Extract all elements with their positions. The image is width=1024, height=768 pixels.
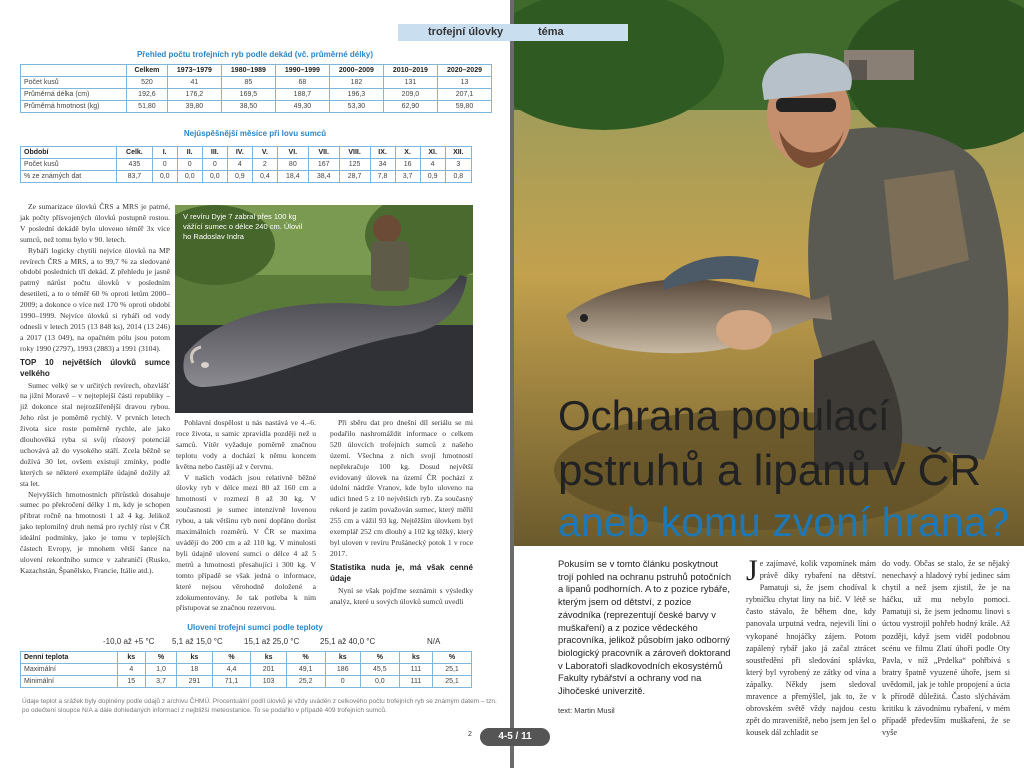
table-cell: 169,5 [221,89,275,101]
table-row [21,664,472,676]
table-cell: Průměrná délka (cm) [21,89,127,101]
table-cell: 25,1 [433,664,472,676]
table-cell: 0 [177,159,202,171]
table-cell: Maximální [21,664,118,676]
table-cell: 85 [221,77,275,89]
table-header-row [21,147,472,159]
table-cell: 103 [251,676,286,688]
table-cell: 1973–1979 [167,65,221,77]
temp-range-2: 5,1 až 15,0 °C [172,637,223,646]
article-column-1 [20,202,170,577]
table-cell: 0,0 [177,171,202,183]
table-cell: ks [399,652,432,664]
table-row [21,676,472,688]
article-body-column-2 [882,558,1010,739]
table-cell: 192,6 [126,89,167,101]
table-cell: 71,1 [212,676,251,688]
table-cell: 0 [325,676,360,688]
table-cell: III. [202,147,227,159]
table-cell: ks [117,652,145,664]
table-cell: 0,9 [227,171,252,183]
table-cell: 0,0 [152,171,177,183]
table-cell: X. [395,147,420,159]
drop-cap: J [746,554,758,587]
table-cell: 25,2 [286,676,325,688]
table-cell: 3 [445,159,471,171]
table-cell: 38,50 [221,101,275,113]
table-cell: 0 [152,159,177,171]
table-cell: 13 [437,77,491,89]
table-cell: 18 [177,664,212,676]
table-cell: Počet kusů [21,77,127,89]
table-cell: 53,30 [329,101,383,113]
temperature-table [20,651,472,688]
decades-table [20,64,492,113]
top10-heading: TOP 10 největších úlovků sumce velkého [20,357,170,378]
temp-table-title: Ulovení trofejní sumci podle teploty [187,623,323,632]
table-cell: 41 [167,77,221,89]
months-table [20,146,472,183]
table-cell: 4 [117,664,145,676]
right-page [514,0,1024,768]
headline-line-3: aneb komu zvoní hrana? [558,499,1010,545]
paragraph: Nyní se však pojďme seznámit s výsledky analýz, které u sových úlovků sumců uvedli [330,585,473,606]
paragraph: Ze sumarizace úlovků ČRS a MRS je patrné, jak počty přísvojených úlovků postupně rostou. V poslední dekádě bylo ulovено téměř 3x více sumců, než tomu bylo v 90. letech. [20,202,170,244]
section-label: trofejní úlovky [428,26,504,38]
table-cell: IV. [227,147,252,159]
table-cell: 4 [420,159,445,171]
table-cell: 18,4 [277,171,308,183]
table-cell: 0,8 [445,171,471,183]
table-cell: 111 [399,664,432,676]
table-cell: 2000–2009 [329,65,383,77]
table-cell: 111 [399,676,432,688]
table-row [21,171,472,183]
table-cell: 176,2 [167,89,221,101]
left-page [0,0,510,768]
paragraph: V našich vodách jsou relativně běžné úlovky ryb v délce mezi 80 až 160 cm a hmotností v rozmezí 8 až 30 kg. V současnosti je sumec intenzivně lovenou rybou, a tak většinu ryb není dopřáno dorůst maximálních rozměrů. V ČR se maxima uvádějí do 200 cm a až 110 kg. V minulosti byli údajně ulovení sumci o délce 4 až 5 metrů a hmotnosti přesahující i 300 kg. V tomto případě se však jedná o informace, které nejsou věrohodně doložené a zdokumentovány. Je tak potřeba k nim přistupovat se značnou rezervou. [176,472,316,613]
table-cell: 3,7 [145,676,177,688]
table-row [21,159,472,171]
table-cell: 4 [227,159,252,171]
table-cell: 0,9 [420,171,445,183]
table-cell: % [145,652,177,664]
table-cell: % [212,652,251,664]
table-cell: 186 [325,664,360,676]
months-table-title: Nejúspěšnější měsíce při lovu sumců [183,129,327,138]
table-cell: 0,0 [360,676,399,688]
table-cell: I. [152,147,177,159]
table-cell: 291 [177,676,212,688]
table-cell: ks [251,652,286,664]
table-cell: 0,0 [202,171,227,183]
table-cell: 59,80 [437,101,491,113]
table-cell: 196,3 [329,89,383,101]
catfish-caption: V revíru Dyje 7 zabral přes 100 kg vážící sumec o délce 240 cm. Úlovil ho Radoslav Indra [183,212,303,241]
table-cell: V. [252,147,277,159]
paragraph: Sumec velký se v určitých revírech, obzvlášť na jižní Moravě – v nejteplejší části republiky – již dokonce stal nejrozšířenější dravou rybou. Jeho růst je poměrně rychlý. V prvních letech života sice roste poměrně rychle, ale jako dlouhověká ryba si svůj růstový potenciál uchovává až do vysokého stáří. Zcela běžně se dožívá 30 let, ovšem existují zmínky, podle kterých se některé exempláře údajně dožily až sta let. [20,380,170,488]
table-cell: 45,5 [360,664,399,676]
table-header-row [21,65,492,77]
footnote: Údaje teplot a srážek byly doplněny podle údajů z archivu ČHMÚ. Procentuální podíl úlovků je vždy uváděn z celkového počtu trofejních ryb se známým datem – tzn. po odečtení sloupce N/A a dále dohledaných informací z nejbližší meteostanice. To se podařilo v případě 409 trofejních sumců. [22,698,497,714]
table-cell: 34 [370,159,395,171]
table-cell: 1,0 [145,664,177,676]
table-cell: Průměrná hmotnost (kg) [21,101,127,113]
table-cell: % [433,652,472,664]
table-header-row [21,652,472,664]
article-lead: Pokusím se v tomto článku poskytnout trojí pohled na ochranu pstruhů potočních a lipanů podhorních. A to z pozice rybáře, kterým jsem od dětství, z pozice závodníka (reprezentují české barvy v muškaření) a z pozice vědeckého pracovníka, jelikož působím jako odborný biologický pracovník a zároveň doktorand v Laboratoři sladkovodních ekosystémů Fakulty rybářství a ochrany vod na Jihočeské univerzitě. [558,558,732,697]
table-cell: 125 [339,159,370,171]
table-cell: % [286,652,325,664]
paragraph: Při sběru dat pro dnešní díl seriálu se mi podařilo nashromáždit informace o celkem 520 úlovcích trofejních sumců z našeho území. Všechna z nich svojí hmotností nepřekračuje 100 kg. Dosud největší evidovaný úlovek na území ČR pochází z údolní nádrže Vranov, kde bylo uloveno na udici hned 5 z 10 největších ryb. Za současný rekord je zatím považován sumec, který měřil 255 cm a vážil 93 kg. Nejtěžším úlovkem byl exemplář 252 cm dlouhý a 102 kg těžký, který byl uloven v revíru Prušánecký potok 1 v roce 2017. [330,418,473,558]
table-cell: 39,80 [167,101,221,113]
table-cell: XI. [420,147,445,159]
table-cell: 68 [275,77,329,89]
table-cell: 520 [126,77,167,89]
paragraph: Pohlavní dospělost u nás nastává ve 4.–6. roce života, u samic zpravidla později než u samců. Vítěr vyžaduje poměrně značnou teplotu vody a dochází k němu koncem května nebo častěji až v červnu. [176,418,316,471]
table-row [21,77,492,89]
article-body-column-1 [746,554,876,739]
table-cell: XII. [445,147,471,159]
table-cell: VIII. [339,147,370,159]
table-cell: 201 [251,664,286,676]
table-cell: VII. [308,147,339,159]
paragraph: Nejvyšších hmotnostních přírůstků dosahuje sumec po překročení délky 1 m, kdy je schopen přibrat ročně na hmotnosti 1 až 4 kg. Jelikož jako teplomilný druh nemá pro rychlý růst v ČR ideální podmínky, jako je tomu v teplejších částech Evropy, je mnohem větší šance na ulovení rekordního sumce v zahraničí (Rusko, Kazachstán, Španělsko, Francie, Itálie atd.). [20,489,170,575]
table-cell: 0,4 [252,171,277,183]
table-cell: 3,7 [395,171,420,183]
table-cell: 49,30 [275,101,329,113]
section-header-bar [398,24,628,41]
table-cell: 2010–2019 [383,65,437,77]
article-column-3 [330,418,473,607]
table-cell: Počet kusů [21,159,117,171]
table-cell [21,65,127,77]
table-cell: 15 [117,676,145,688]
table-cell: 435 [117,159,153,171]
table-cell: VI. [277,147,308,159]
temp-range-3: 15,1 až 25,0 °C [244,637,300,646]
headline-line-1: Ochrana populací [558,392,890,439]
temp-range-4: 25,1 až 40,0 °C [320,637,376,646]
table-cell: 28,7 [339,171,370,183]
table-cell: 16 [395,159,420,171]
table-cell: II. [177,147,202,159]
temp-range-5: N/A [427,637,441,646]
table-cell: 209,0 [383,89,437,101]
topic-label: téma [538,26,564,38]
table-cell: 2 [252,159,277,171]
table-cell: ks [177,652,212,664]
table-cell: 167 [308,159,339,171]
table-cell: 51,80 [126,101,167,113]
table-cell: 1990–1999 [275,65,329,77]
article-body-text-2: do vody. Občas se stalo, že se nějaký nenechavý a hladový rybí jedinec sám chytil a než jsem zjistil, že je na háčku, už mu nebylo pomoci. Pamatuji si, že jsem jednomu linovi s úctou vystrojil pohřeb hodný krále. Až později, když jsem viděl podobnou scénu ve filmu Zlatí úhoři podle Oty Pavla, v níž „Prdelka“ pohřbívá s bratry špatně vyuzené úhoře, jsem si uvědomil, jak je tohle propojení a úcta k přírodě důležitá. Často slýchávám kritiku k závodnímu rybaření, v mém případě především muškaření, že se vyše [882,559,1010,738]
page-number-left: 2 [468,731,472,738]
table-cell: 83,7 [117,171,153,183]
statistics-heading: Statistika nuda je, má však cenné údaje [330,562,473,583]
page-indicator[interactable]: 4-5 / 11 [480,728,550,746]
table-cell: Minimální [21,676,118,688]
table-cell: IX. [370,147,395,159]
table-cell: 207,1 [437,89,491,101]
headline-line-2: pstruhů a lipanů v ČR [558,446,982,495]
table-cell: 0 [202,159,227,171]
table-cell: 4,4 [212,664,251,676]
table-cell: 49,1 [286,664,325,676]
table-cell: % ze známých dat [21,171,117,183]
paragraph: Rybáři logicky chytili nejvíce úlovků na MP revírech ČRS a MRS, a to 99,7 % za sledované období posledních tří dekád. Z přehledu je jasně patrný nárůst počtu úlovků v posledním desetiletí, a to o téměř 60 % oproti letům 2000–2009; a dokonce o více než 170 % oproti období 1990–1999. Nejvíce úlovků si rybáři od vody odnesli v letech 2015 (13 848 ks), 2014 (13 246) a 2017 (13 049), na opačném pólu jsou potom roky 1990 (2797), 1993 (2883) a 1991 (3104). [20,245,170,353]
table-cell: 1980–1989 [221,65,275,77]
table-cell: 131 [383,77,437,89]
table-cell: % [360,652,399,664]
decades-table-title: Přehled počtu trofejních ryb podle dekád (vč. průměrné délky) [136,50,374,59]
table-cell: Celkem [126,65,167,77]
article-body-text-1: e zajímavé, kolik vzpomínek mám právě díky rybaření na dětství. Pamatuji si, že jsem chodíval k rybníčku chytat liny na bič. V létě se často stávalo, že během dne, kdy panovala urputná vedra, nejevili líni o vykopané hnojáčky zájem. Potom zapálený rybář jako já začal ztrácet soustředění při sledování splávku, který byl vyrobený ze zátky od vína a zápalky. Někdy jsem sledoval mravence a přemýšlel, jak to, že v obrovském světě vždy najdou cestu zpět do mraveniště, nebo jsem jen šel o kousek dál zchladit se [746,559,876,738]
table-cell: 38,4 [308,171,339,183]
temp-range-1: -10,0 až +5 °C [103,637,155,646]
table-cell: ks [325,652,360,664]
table-cell: 188,7 [275,89,329,101]
table-cell: 2020–2029 [437,65,491,77]
table-row [21,101,492,113]
article-author: text: Martin Musil [558,706,615,715]
table-cell: 80 [277,159,308,171]
table-cell: 182 [329,77,383,89]
table-row [21,89,492,101]
table-cell: 25,1 [433,676,472,688]
article-column-2 [176,418,316,614]
table-cell: Období [21,147,117,159]
table-cell: Denní teplota [21,652,118,664]
table-cell: Celk. [117,147,153,159]
table-cell: 7,8 [370,171,395,183]
table-cell: 62,90 [383,101,437,113]
